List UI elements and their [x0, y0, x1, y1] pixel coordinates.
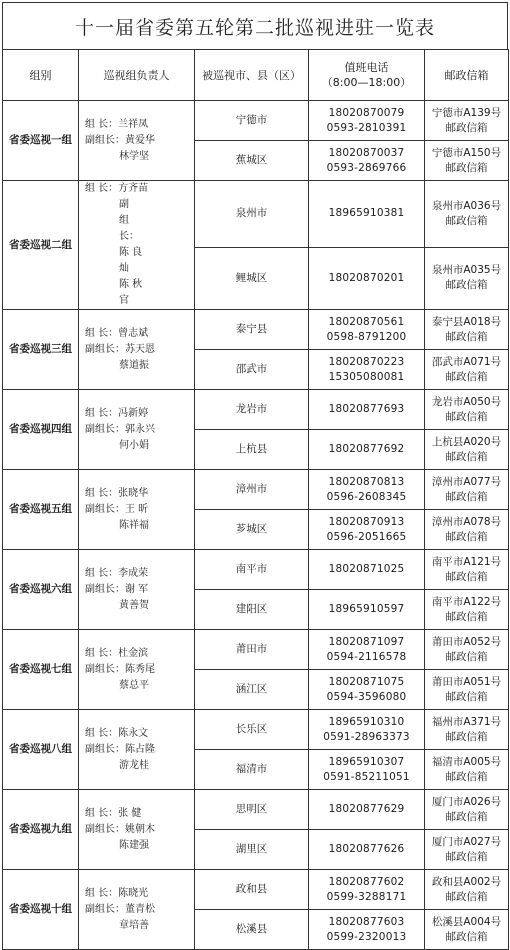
duty-phone	[309, 830, 425, 870]
phone-number: 18020871097	[328, 635, 405, 648]
postal-box-line: 邮政信箱	[445, 690, 488, 703]
leader-line: 副组长：郭永兴	[85, 423, 155, 435]
page-title: 十一届省委第五轮第二批巡视进驻一览表	[2, 2, 508, 49]
postal-box	[425, 710, 509, 750]
sheet	[2, 2, 508, 950]
phone-number: 0599-2320013	[326, 930, 407, 943]
table-body	[3, 101, 509, 950]
leader-line: 灿	[119, 263, 129, 274]
postal-box-line: 漳州市A078号	[431, 515, 502, 528]
phone-number: 0596-2608345	[326, 490, 407, 503]
phone-number: 18020877693	[328, 403, 405, 415]
duty-phone	[309, 101, 425, 141]
phone-number: 18965910381	[328, 207, 405, 220]
leader-line: 副组长：姚朝木	[85, 823, 155, 835]
group-name: 省委巡视八组	[3, 710, 79, 790]
phone-number: 18965910310	[328, 715, 405, 728]
postal-box	[425, 470, 509, 510]
leader-line: 组	[119, 215, 129, 226]
leader-line: 陈建强	[119, 839, 149, 851]
group-leaders	[79, 101, 195, 181]
inspected-area: 上杭县	[195, 430, 309, 470]
phone-number: 18020877692	[328, 443, 405, 455]
leader-line: 黄善贺	[119, 599, 149, 611]
duty-phone	[309, 310, 425, 350]
postal-box-line: 邮政信箱	[445, 650, 488, 663]
postal-box-line: 福州市A371号	[431, 715, 502, 728]
postal-box-line: 邮政信箱	[445, 279, 488, 292]
phone-number: 0591-28963373	[323, 730, 410, 743]
leader-line: 副组长：苏天恩	[85, 343, 155, 355]
duty-phone	[309, 430, 425, 470]
postal-box-line: 邮政信箱	[445, 410, 488, 423]
duty-phone	[309, 141, 425, 181]
duty-phone	[309, 710, 425, 750]
postal-box	[425, 790, 509, 830]
leader-line: 组 长：兰祥凤	[85, 118, 149, 130]
postal-box-line: 南平市A122号	[431, 595, 502, 608]
postal-box-line: 龙岩市A050号	[431, 395, 502, 408]
header-leaders: 巡视组负责人	[79, 50, 195, 101]
inspected-area: 福清市	[195, 750, 309, 790]
phone-number: 18965910307	[328, 755, 405, 768]
postal-box-line: 邮政信箱	[445, 370, 488, 383]
postal-box-line: 泰宁县A018号	[431, 315, 502, 328]
postal-box-line: 邮政信箱	[445, 730, 488, 743]
postal-box-line: 邮政信箱	[445, 450, 488, 463]
leader-line: 副	[119, 199, 129, 210]
postal-box-line: 漳州市A077号	[431, 475, 502, 488]
leader-line: 游龙桂	[119, 759, 149, 771]
postal-box-line: 莆田市A052号	[431, 635, 502, 648]
duty-phone	[309, 590, 425, 630]
phone-number: 0596-2051665	[326, 530, 407, 543]
postal-box-line: 厦门市A026号	[431, 795, 502, 808]
duty-phone	[309, 247, 425, 309]
leader-line: 组 长：张晓华	[85, 487, 149, 499]
postal-box	[425, 310, 509, 350]
group-name: 省委巡视十组	[3, 870, 79, 950]
table-row	[3, 550, 509, 590]
phone-number: 18965910597	[328, 603, 405, 615]
phone-number: 0593-2810391	[326, 121, 407, 134]
leader-line: 组 长：陈永文	[85, 727, 149, 739]
group-leaders	[79, 181, 195, 310]
inspected-area: 松溪县	[195, 910, 309, 950]
group-name: 省委巡视一组	[3, 101, 79, 181]
duty-phone	[309, 550, 425, 590]
group-leaders	[79, 790, 195, 870]
header-box: 邮政信箱	[425, 50, 509, 101]
inspected-area: 思明区	[195, 790, 309, 830]
postal-box-line: 邮政信箱	[445, 330, 488, 343]
postal-box-line: 厦门市A027号	[431, 835, 502, 848]
inspected-area: 南平市	[195, 550, 309, 590]
inspected-area: 宁德市	[195, 101, 309, 141]
duty-phone	[309, 670, 425, 710]
phone-number: 18020870079	[328, 106, 405, 119]
header-area-label: 被巡视市、县（区）	[202, 68, 301, 82]
postal-box	[425, 181, 509, 248]
phone-number: 18020870037	[328, 146, 405, 159]
postal-box	[425, 101, 509, 141]
postal-box	[425, 141, 509, 181]
postal-box-line: 邮政信箱	[445, 610, 488, 623]
leader-line: 组 长：杜金滨	[85, 647, 149, 659]
leader-line: 组 长：方齐苗	[85, 183, 149, 194]
phone-number: 0599-3288171	[326, 890, 407, 903]
leader-line: 官	[119, 295, 129, 306]
postal-box	[425, 430, 509, 470]
duty-phone	[309, 630, 425, 670]
group-name: 省委巡视四组	[3, 390, 79, 470]
inspected-area: 泰宁县	[195, 310, 309, 350]
postal-box-line: 邮政信箱	[445, 490, 488, 503]
leader-line: 蔡总平	[119, 679, 149, 691]
phone-number: 0594-3596080	[326, 690, 407, 703]
postal-box-line: 南平市A121号	[431, 555, 502, 568]
inspected-area: 芗城区	[195, 510, 309, 550]
postal-box	[425, 750, 509, 790]
table-row	[3, 870, 509, 910]
phone-number: 15305080081	[328, 370, 405, 383]
postal-box	[425, 510, 509, 550]
postal-box-line: 邮政信箱	[445, 570, 488, 583]
postal-box	[425, 830, 509, 870]
leader-line: 副组长：谢 军	[85, 583, 149, 595]
inspected-area: 龙岩市	[195, 390, 309, 430]
table-row	[3, 470, 509, 510]
leader-line: 副组长：董青松	[85, 903, 155, 915]
header-phone	[309, 50, 425, 101]
header-group: 组别	[3, 50, 79, 101]
postal-box	[425, 910, 509, 950]
postal-box-line: 上杭县A020号	[431, 435, 502, 448]
postal-box	[425, 390, 509, 430]
inspected-area: 涵江区	[195, 670, 309, 710]
postal-box	[425, 247, 509, 309]
group-leaders	[79, 470, 195, 550]
group-leaders	[79, 870, 195, 950]
leader-line: 蔡道振	[119, 359, 149, 371]
header-row	[3, 50, 509, 101]
postal-box-line: 邮政信箱	[445, 121, 488, 134]
inspected-area: 建阳区	[195, 590, 309, 630]
duty-phone	[309, 181, 425, 248]
table-row	[3, 310, 509, 350]
duty-phone	[309, 350, 425, 390]
inspected-area: 蕉城区	[195, 141, 309, 181]
group-leaders	[79, 710, 195, 790]
phone-number: 18020871075	[328, 675, 405, 688]
duty-phone	[309, 510, 425, 550]
inspected-area: 邵武市	[195, 350, 309, 390]
inspected-area: 鲤城区	[195, 247, 309, 309]
group-name: 省委巡视七组	[3, 630, 79, 710]
phone-number: 18020877626	[328, 843, 405, 855]
group-leaders	[79, 550, 195, 630]
phone-number: 18020870201	[328, 271, 405, 284]
inspected-area: 政和县	[195, 870, 309, 910]
group-name: 省委巡视六组	[3, 550, 79, 630]
postal-box-line: 泉州市A035号	[431, 264, 502, 277]
postal-box-line: 邮政信箱	[445, 161, 488, 174]
postal-box-line: 邮政信箱	[445, 930, 488, 943]
leader-line: 组 长：陈晓光	[85, 887, 149, 899]
leader-line: 组 长：冯新婷	[85, 407, 149, 419]
postal-box-line: 邮政信箱	[445, 850, 488, 863]
postal-box-line: 莆田市A051号	[431, 675, 502, 688]
leader-line: 副组长：陈占隆	[85, 743, 155, 755]
leader-line: 陈祥福	[119, 519, 149, 531]
table-row	[3, 710, 509, 750]
table-row	[3, 630, 509, 670]
group-leaders	[79, 310, 195, 390]
leader-line: 副组长：王 昕	[85, 503, 149, 515]
postal-box-line: 邮政信箱	[445, 890, 488, 903]
postal-box	[425, 350, 509, 390]
postal-box-line: 邵武市A071号	[431, 355, 502, 368]
postal-box	[425, 870, 509, 910]
duty-phone	[309, 790, 425, 830]
leader-line: 长：	[119, 231, 139, 242]
phone-number: 18020870913	[328, 515, 405, 528]
group-name: 省委巡视五组	[3, 470, 79, 550]
inspected-area: 湖里区	[195, 830, 309, 870]
leader-line: 副组长：陈秀尾	[85, 663, 155, 675]
inspected-area: 漳州市	[195, 470, 309, 510]
group-name: 省委巡视三组	[3, 310, 79, 390]
duty-phone	[309, 470, 425, 510]
inspected-area: 泉州市	[195, 181, 309, 248]
header-area	[195, 50, 309, 101]
phone-number: 18020877603	[328, 915, 405, 928]
leader-line: 陈 良	[119, 247, 143, 258]
postal-box	[425, 670, 509, 710]
leader-line: 林学坚	[119, 150, 149, 162]
leader-line: 组 长：张 健	[85, 807, 142, 819]
postal-box	[425, 590, 509, 630]
table-row	[3, 101, 509, 141]
leader-line: 章培善	[119, 919, 149, 931]
postal-box-line: 邮政信箱	[445, 770, 488, 783]
duty-phone	[309, 750, 425, 790]
group-leaders	[79, 630, 195, 710]
phone-number: 18020877629	[328, 803, 405, 815]
postal-box-line: 邮政信箱	[445, 810, 488, 823]
postal-box-line: 邮政信箱	[445, 530, 488, 543]
group-name: 省委巡视二组	[3, 181, 79, 310]
table-row	[3, 390, 509, 430]
group-leaders	[79, 390, 195, 470]
leader-line: 组 长：李成荣	[85, 567, 149, 579]
phone-number: 18020871025	[328, 563, 405, 575]
duty-phone	[309, 390, 425, 430]
phone-number: 0593-2869766	[326, 161, 407, 174]
table-row	[3, 181, 509, 248]
phone-number: 0598-8791200	[326, 330, 407, 343]
postal-box	[425, 630, 509, 670]
header-phone-label: 值班电话	[344, 61, 389, 74]
phone-number: 18020870813	[328, 475, 405, 488]
table-row	[3, 790, 509, 830]
leader-line: 何小娟	[119, 439, 149, 451]
postal-box-line: 邮政信箱	[445, 214, 488, 227]
postal-box-line: 宁德市A150号	[431, 146, 502, 159]
header-phone-hours: （8:00—18:00）	[321, 76, 412, 89]
duty-phone	[309, 910, 425, 950]
leader-line: 陈 秋	[119, 279, 143, 290]
duty-phone	[309, 870, 425, 910]
inspected-area: 长乐区	[195, 710, 309, 750]
phone-number: 0591-85211051	[323, 770, 410, 783]
postal-box-line: 泉州市A036号	[431, 199, 502, 212]
phone-number: 18020870223	[328, 355, 405, 368]
postal-box	[425, 550, 509, 590]
phone-number: 18020870561	[328, 315, 405, 328]
inspected-area: 莆田市	[195, 630, 309, 670]
phone-number: 18020877602	[328, 875, 405, 888]
group-name: 省委巡视九组	[3, 790, 79, 870]
postal-box-line: 宁德市A139号	[431, 106, 502, 119]
inspection-table	[2, 49, 509, 950]
postal-box-line: 福清市A005号	[431, 755, 502, 768]
leader-line: 组 长：曾志斌	[85, 327, 149, 339]
leader-line: 副组长：黄爱华	[85, 134, 155, 146]
postal-box-line: 政和县A002号	[431, 875, 502, 888]
postal-box-line: 松溪县A004号	[431, 915, 502, 928]
phone-number: 0594-2116578	[326, 650, 407, 663]
